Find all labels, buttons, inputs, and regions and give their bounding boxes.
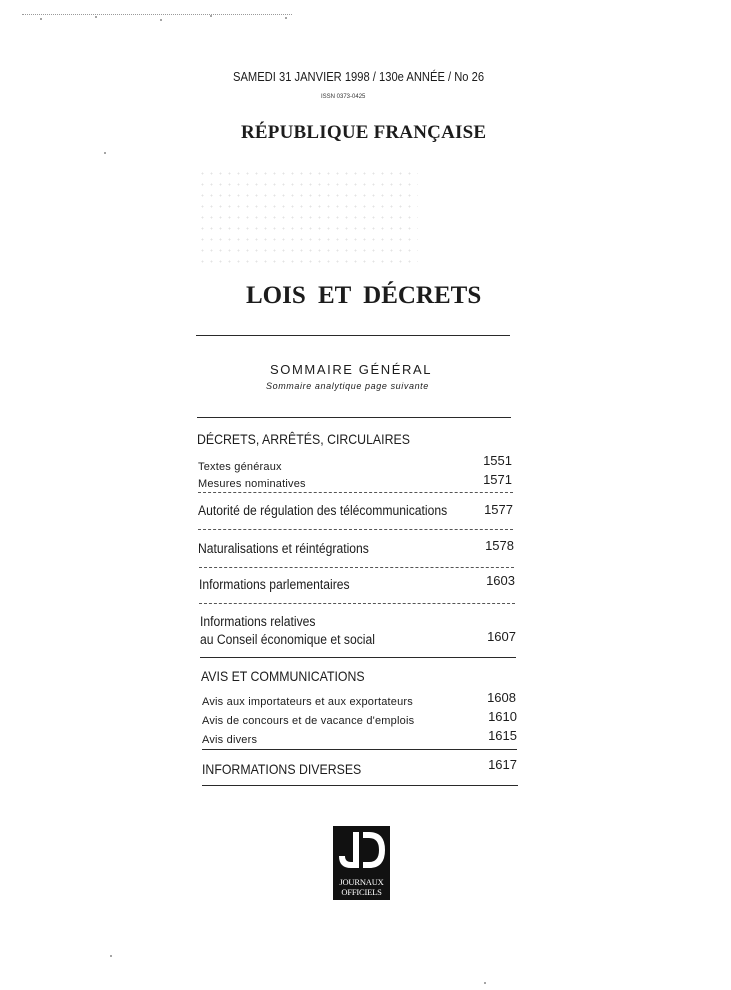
toc-page: 1551	[483, 453, 512, 468]
section-rule	[198, 529, 513, 530]
section-rule	[198, 492, 513, 493]
toc-label: Textes généraux	[198, 461, 282, 473]
toc-label: Mesures nominatives	[198, 478, 306, 490]
toc-label: Naturalisations et réintégrations	[198, 541, 369, 556]
sommaire-subheading: Sommaire analytique page suivante	[266, 381, 429, 391]
section-rule	[200, 657, 516, 658]
toc-label: INFORMATIONS DIVERSES	[202, 761, 362, 777]
toc-page: 1603	[486, 573, 515, 588]
toc-label: Avis de concours et de vacance d'emplois	[202, 715, 415, 727]
toc-label: Informations parlementaires	[199, 577, 350, 592]
section-rule	[202, 749, 517, 750]
decrets-heading: DÉCRETS, ARRÊTÉS, CIRCULAIRES	[197, 431, 410, 447]
toc-page: 1578	[485, 538, 514, 553]
sommaire-heading: SOMMAIRE GÉNÉRAL	[270, 362, 433, 377]
title-rule	[196, 335, 510, 336]
toc-page: 1607	[487, 629, 516, 644]
toc-label: au Conseil économique et social	[200, 632, 375, 647]
issn: ISSN 0373-0425	[321, 94, 366, 100]
toc-page: 1617	[488, 757, 517, 772]
toc-page: 1608	[487, 690, 516, 705]
toc-page: 1571	[483, 472, 512, 487]
toc-label: Avis divers	[202, 734, 258, 746]
jo-emblem-icon	[333, 826, 390, 876]
toc-page: 1615	[488, 728, 517, 743]
toc-page: 1577	[484, 502, 513, 517]
avis-heading: AVIS ET COMMUNICATIONS	[201, 668, 365, 684]
toc-page: 1610	[488, 709, 517, 724]
page-title: LOIS ET DÉCRETS	[246, 282, 482, 309]
bottom-rule	[202, 785, 518, 786]
toc-label: Informations relatives	[200, 614, 316, 629]
logo-line1: JOURNAUX	[339, 877, 384, 887]
section-rule	[199, 603, 515, 604]
section-rule	[199, 567, 514, 568]
logo-line2: OFFICIELS	[341, 887, 382, 897]
republic-heading: RÉPUBLIQUE FRANÇAISE	[241, 122, 487, 143]
toc-label: Autorité de régulation des télécommunications	[198, 503, 448, 518]
sommaire-rule	[197, 417, 511, 418]
scan-ghost-area	[198, 168, 418, 268]
dateline: SAMEDI 31 JANVIER 1998 / 130e ANNÉE / No 26	[233, 69, 485, 84]
journaux-officiels-logo	[333, 826, 390, 900]
toc-label: Avis aux importateurs et aux exportateurs	[202, 696, 413, 708]
